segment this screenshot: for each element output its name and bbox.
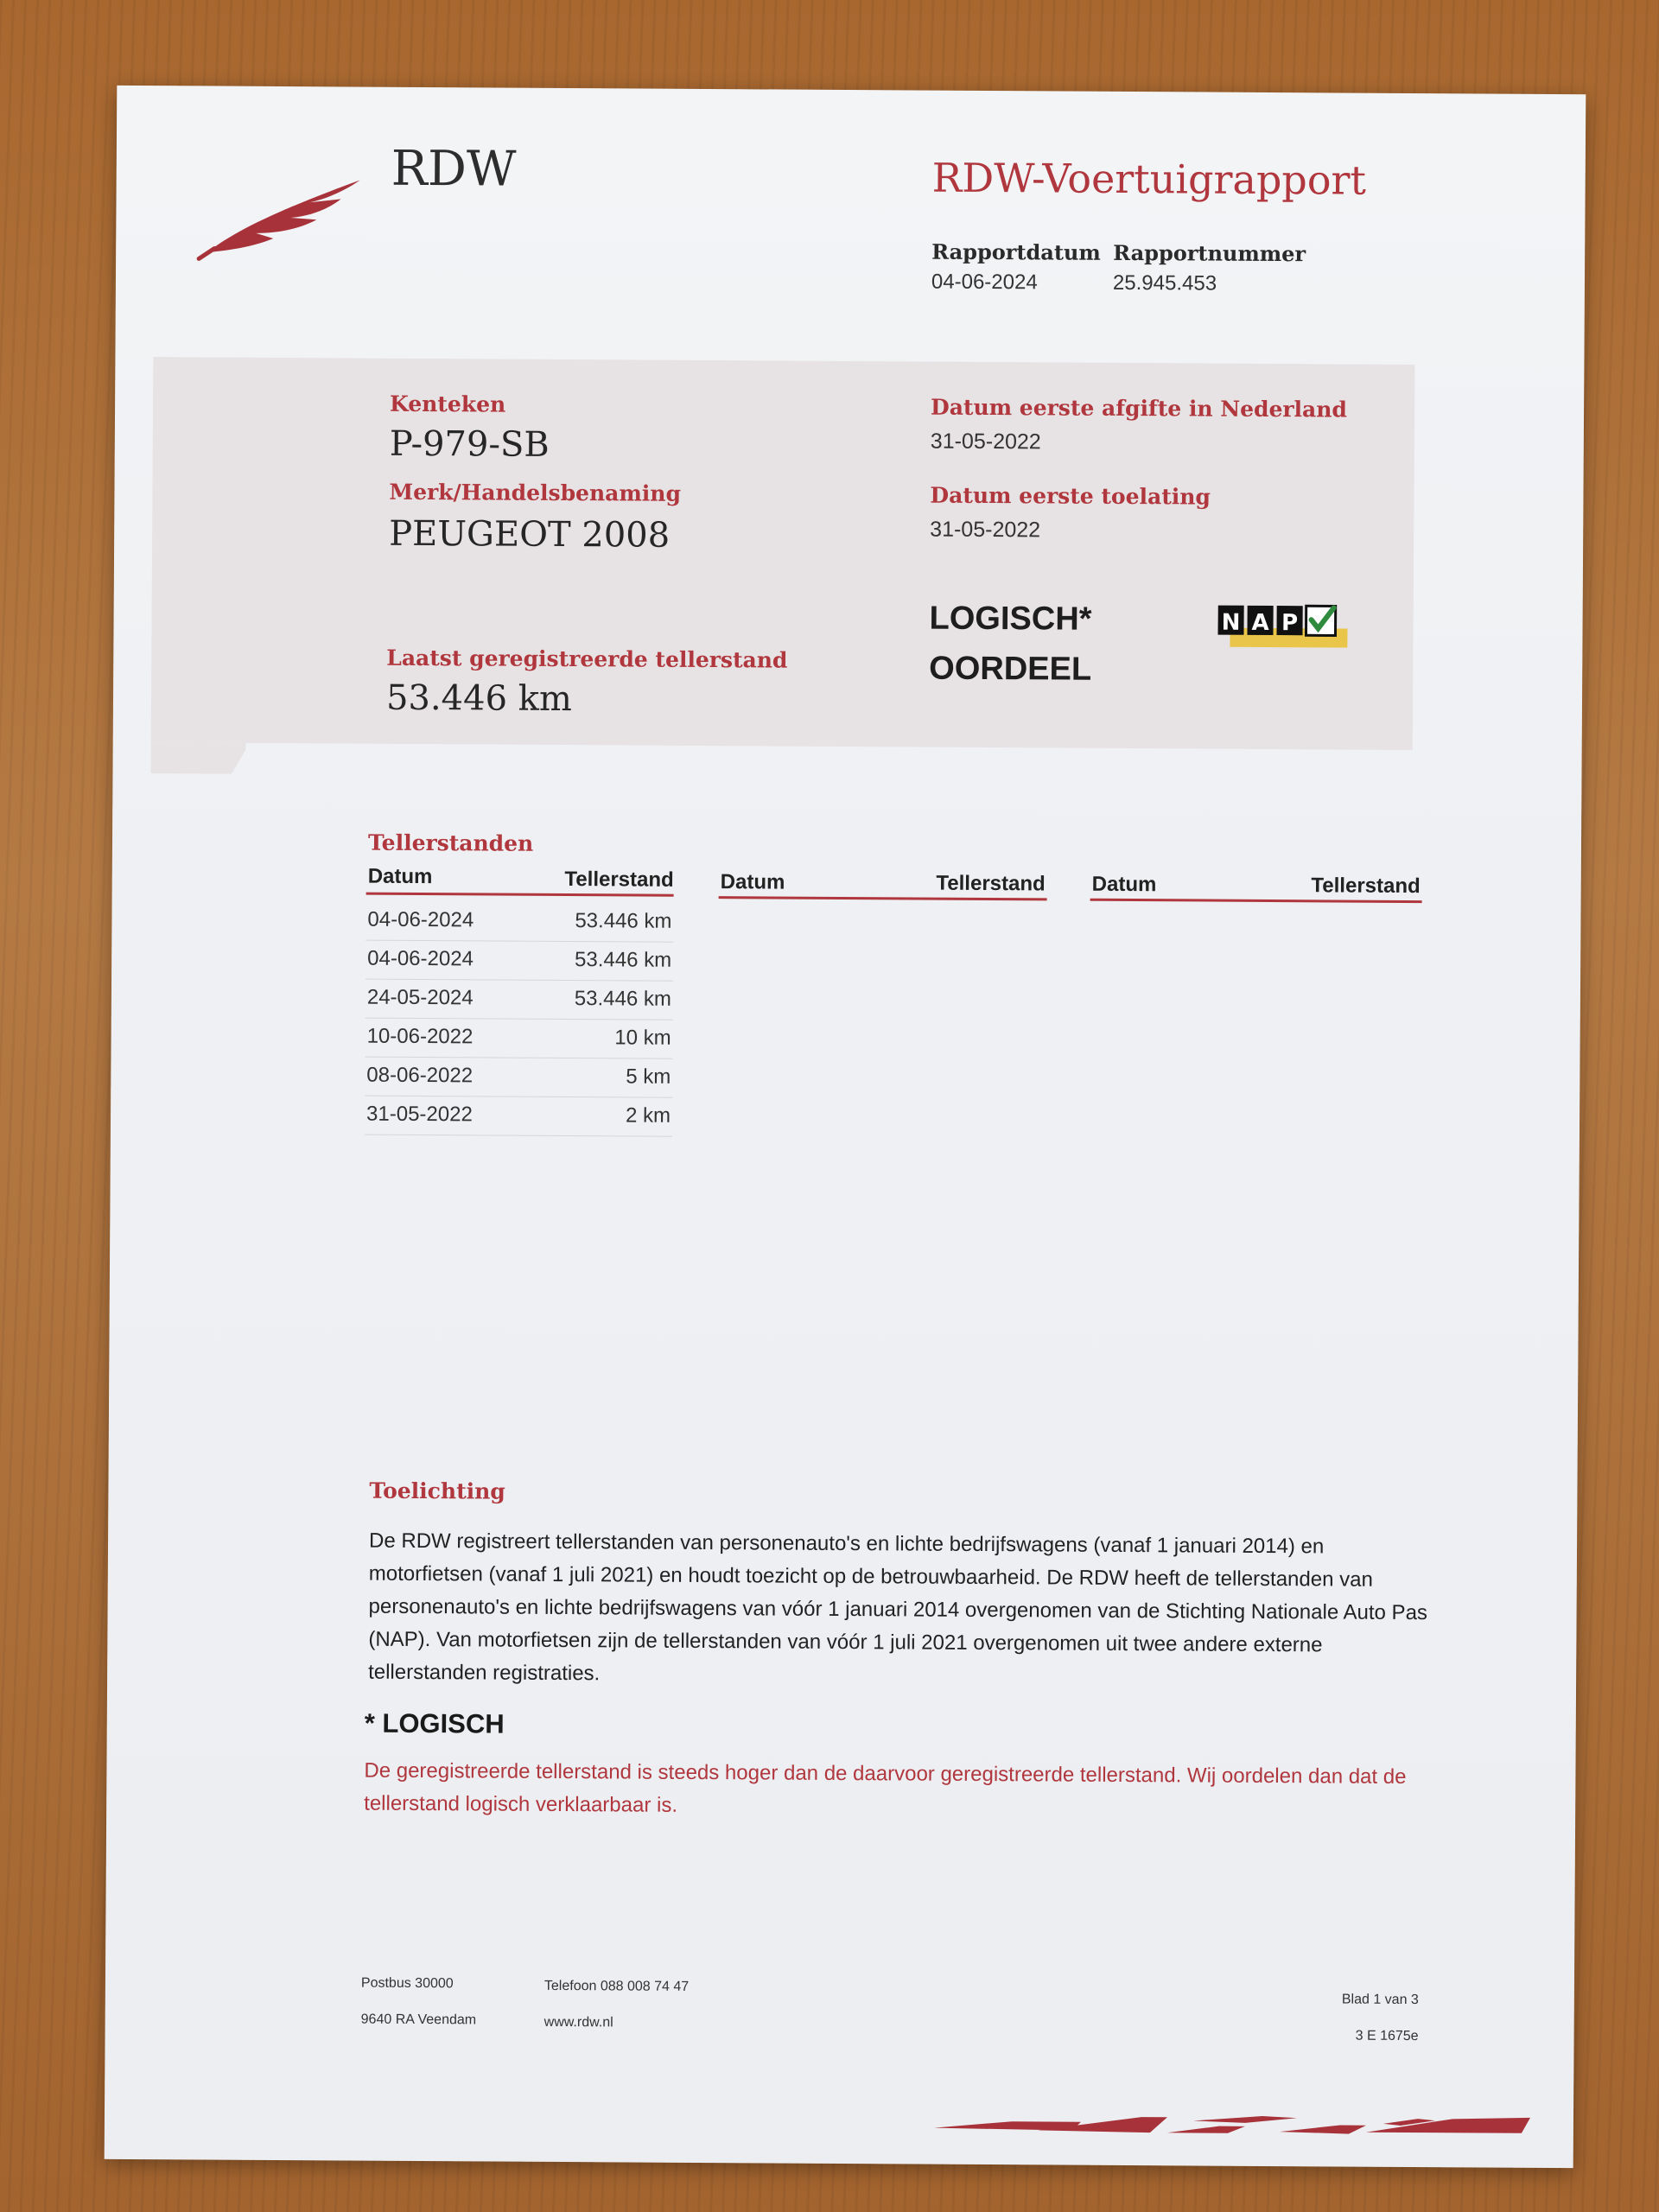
plate-label: Kenteken xyxy=(390,391,506,417)
table-row xyxy=(365,979,673,1020)
nap-letter-n: N xyxy=(1221,609,1241,636)
last-odometer-label: Laatst geregistreerde tellerstand xyxy=(386,645,788,673)
row-date: 10-06-2022 xyxy=(366,1024,474,1049)
table-row xyxy=(365,1018,672,1059)
col2-date-header: Datum xyxy=(720,870,785,894)
nap-letter-a: A xyxy=(1251,609,1269,636)
logisch-note-text: De geregistreerde tellerstand is steeds hoger dan de daarvoor geregistreerde tellerstand. Wij oordelen dan dat de tellerstand logisch verklaarbaar is. xyxy=(364,1758,1407,1817)
report-number-label: Rapportnummer xyxy=(1113,239,1306,267)
row-reading: 53.446 km xyxy=(574,987,671,1011)
first-issue-nl-value: 31-05-2022 xyxy=(930,429,1041,454)
table-row xyxy=(365,940,673,982)
page-title: RDW-Voertuigrapport xyxy=(931,154,1367,204)
logisch-note-title: * LOGISCH xyxy=(364,1707,505,1739)
explanation-text: De RDW registreert tellerstanden van personenauto's en lichte bedrijfswagens (vanaf 1 januari 2014) en motorfietsen (vanaf 1 juli 2021) en houdt toezicht op de betrouwbaarheid. De RDW heeft de tellerstanden van personenauto's en lichte bedrijfswagens van vóór 1 januari 2014 overgenomen van de Stichting Nationale Auto Pas (NAP). Van motorfietsen zijn de tellerstanden van vóór 1 juli 2021 overgenomen uit twee andere externe tellerstanden registraties. xyxy=(368,1529,1428,1686)
odometer-section-title: Tellerstanden xyxy=(367,830,534,856)
rdw-feather-logo-icon xyxy=(195,172,369,268)
decorative-stripes-icon xyxy=(934,2104,1539,2142)
row-reading: 10 km xyxy=(614,1026,671,1050)
panel-notch xyxy=(150,742,245,774)
report-date: 04-06-2024 xyxy=(931,270,1038,295)
row-reading: 53.446 km xyxy=(575,909,672,933)
explanation-title: Toelichting xyxy=(369,1478,505,1504)
row-date: 04-06-2024 xyxy=(367,907,474,932)
col3-reading-header: Tellerstand xyxy=(1311,874,1421,899)
row-date: 04-06-2024 xyxy=(367,946,474,971)
first-admission-value: 31-05-2022 xyxy=(930,517,1041,543)
first-admission-label: Datum eerste toelating xyxy=(930,482,1211,510)
org-name: RDW xyxy=(391,140,517,198)
table-row xyxy=(365,901,673,943)
row-reading: 53.446 km xyxy=(575,948,672,972)
first-issue-nl-label: Datum eerste afgifte in Nederland xyxy=(931,394,1348,423)
footer-phone: Telefoon 088 008 74 47 xyxy=(543,1978,690,1994)
col2-header-rule xyxy=(719,896,1047,900)
nap-letter-p: P xyxy=(1281,610,1299,637)
report-date-label: Rapportdatum xyxy=(931,238,1101,265)
footer-web-link[interactable]: www.rdw.nl xyxy=(543,2014,613,2031)
nap-logo-icon xyxy=(1217,602,1347,658)
row-reading: 2 km xyxy=(625,1103,671,1128)
row-date: 24-05-2024 xyxy=(366,985,474,1010)
col3-header-rule xyxy=(1090,899,1422,903)
report-number: 25.945.453 xyxy=(1112,270,1217,296)
footer-po-box: Postbus 30000 xyxy=(360,1975,454,1992)
row-date: 31-05-2022 xyxy=(365,1102,473,1127)
col1-date-header: Datum xyxy=(367,864,433,889)
col3-date-header: Datum xyxy=(1091,872,1157,897)
plate-value: P-979-SB xyxy=(389,423,550,465)
row-reading: 5 km xyxy=(626,1065,671,1089)
table-row xyxy=(365,1096,672,1137)
brand-label: Merk/Handelsbenaming xyxy=(389,479,682,506)
report-paper xyxy=(105,86,1586,2168)
footer-city: 9640 RA Veendam xyxy=(360,2012,477,2028)
last-odometer-value: 53.446 km xyxy=(385,677,573,720)
col2-reading-header: Tellerstand xyxy=(936,871,1046,896)
verdict-oordeel: OORDEEL xyxy=(929,650,1092,688)
table-row xyxy=(365,1057,672,1098)
verdict-logisch: LOGISCH* xyxy=(929,600,1092,638)
col1-header-rule xyxy=(366,893,674,897)
brand-value: PEUGEOT 2008 xyxy=(389,513,671,556)
footer-page-number: Blad 1 van 3 xyxy=(1341,1992,1419,2008)
row-date: 08-06-2022 xyxy=(366,1063,474,1088)
col1-reading-header: Tellerstand xyxy=(564,868,674,892)
footer-code: 3 E 1675e xyxy=(1355,2028,1419,2044)
